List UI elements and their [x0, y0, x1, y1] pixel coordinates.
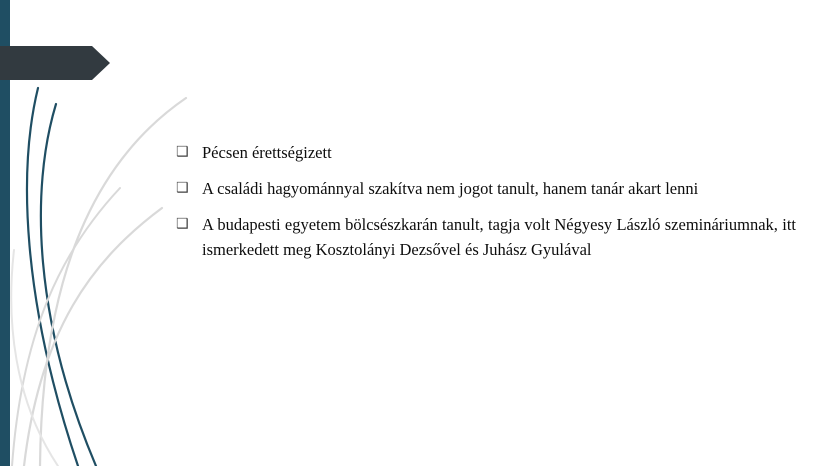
bullet-marker-icon: ❑ [176, 180, 189, 196]
list-item-text: A budapesti egyetem bölcsészkarán tanult, tagja volt Négyesy László szemináriumnak, itt ismerkedett meg Kosztolányi Dezsővel és Juhász Gyulával [202, 215, 796, 259]
list-item-text: A családi hagyománnyal szakítva nem jogot tanult, hanem tanár akart lenni [202, 179, 699, 198]
list-item [176, 176, 796, 201]
list-item-text: Pécsen érettségizett [202, 143, 332, 162]
bullet-marker-icon: ❑ [176, 216, 189, 232]
slide-title [14, 52, 104, 74]
bullet-list [176, 140, 796, 273]
list-item [176, 212, 796, 262]
list-item [176, 140, 796, 165]
bullet-marker-icon: ❑ [176, 144, 189, 160]
